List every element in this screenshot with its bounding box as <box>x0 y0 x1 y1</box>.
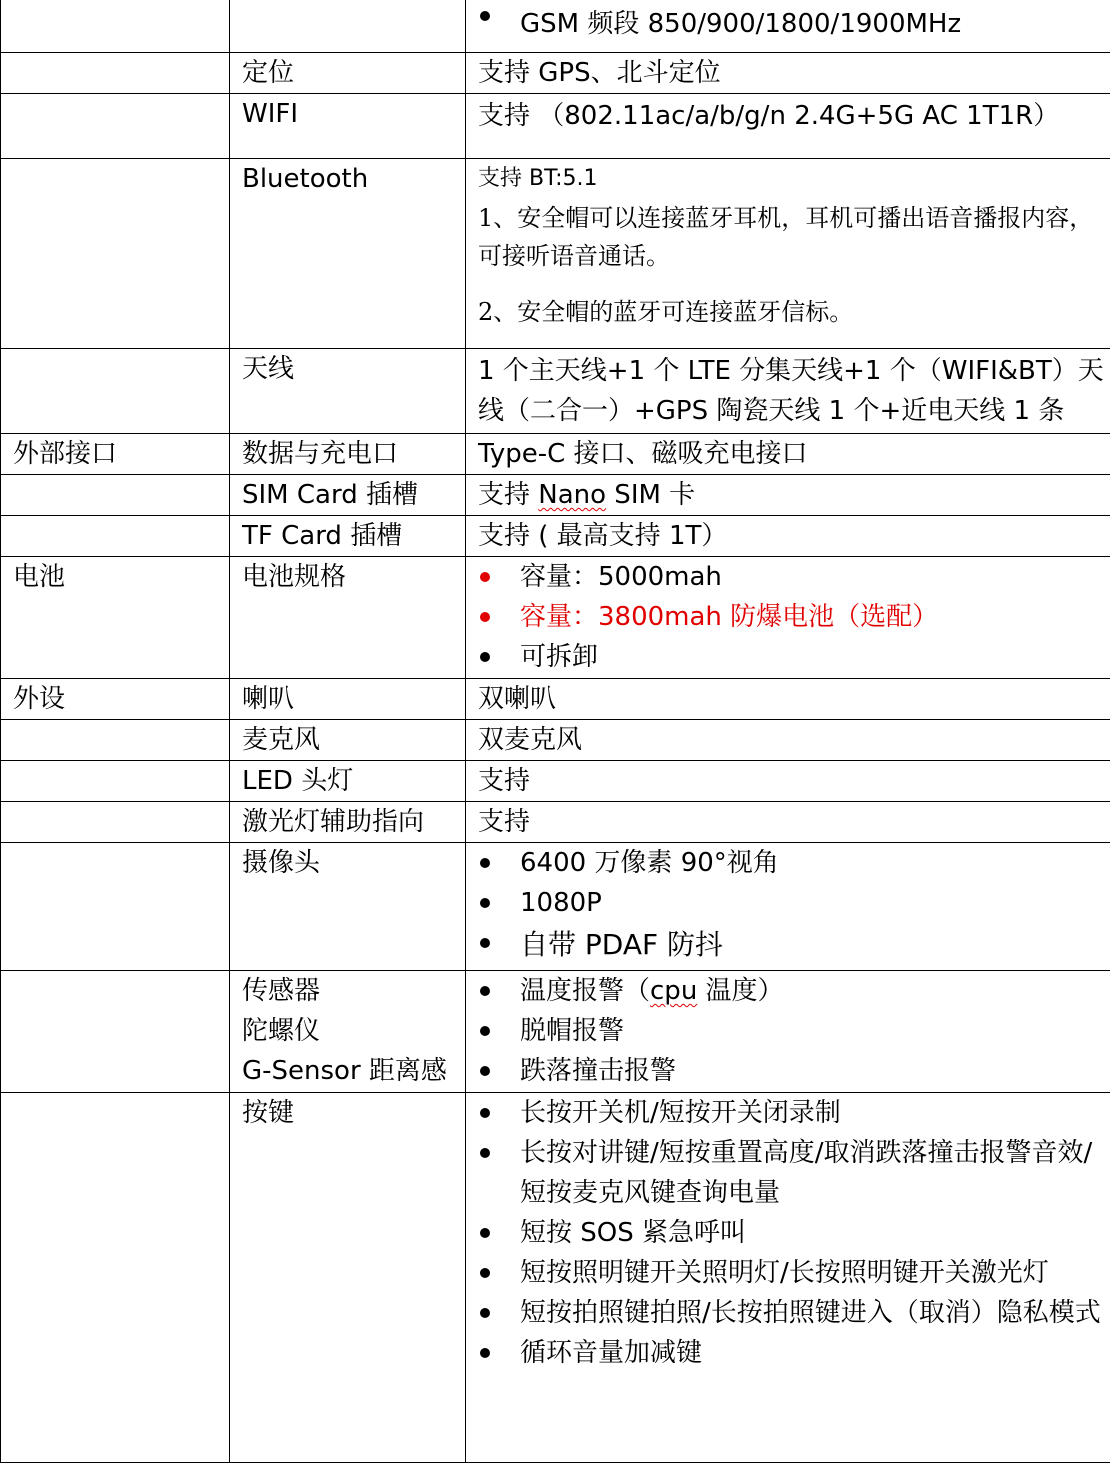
label-cell: 天线 <box>230 349 466 434</box>
label-cell: 按键 <box>230 1093 466 1463</box>
value-cell: 支持 <box>466 802 1110 843</box>
label-cell: WIFI <box>230 94 466 159</box>
value-cell <box>466 843 1110 971</box>
category-cell: 外部接口 <box>1 434 230 475</box>
category-cell <box>1 475 230 516</box>
list-item: 容量：3800mah 防爆电池（选配） <box>478 597 1110 637</box>
table-row <box>1 802 1110 843</box>
list-item: 长按对讲键/短按重置高度/取消跌落撞击报警音效/短按麦克风键查询电量 <box>478 1133 1110 1213</box>
label-cell <box>230 0 466 53</box>
list-item: GSM 频段 850/900/1800/1900MHz <box>478 0 1110 52</box>
bluetooth-note-1: 1、安全帽可以连接蓝牙耳机，耳机可播出语音播报内容，可接听语音通话。 <box>478 199 1110 275</box>
list-item: 容量：5000mah <box>478 557 1110 597</box>
category-cell: 外设 <box>1 679 230 720</box>
value-cell <box>466 971 1110 1093</box>
temp-alarm-suffix: 温度） <box>697 976 783 1006</box>
table-row <box>1 53 1110 94</box>
table-row <box>1 720 1110 761</box>
list-item: 脱帽报警 <box>478 1011 1110 1051</box>
label-cell: Bluetooth <box>230 159 466 349</box>
table-row <box>1 0 1110 53</box>
value-cell <box>466 1093 1110 1463</box>
table-row <box>1 971 1110 1093</box>
category-cell <box>1 53 230 94</box>
category-cell <box>1 159 230 349</box>
category-cell <box>1 971 230 1093</box>
sim-value-suffix: SIM 卡 <box>606 480 695 510</box>
label-cell: 摄像头 <box>230 843 466 971</box>
list-item: 短按照明键开关照明灯/长按照明键开关激光灯 <box>478 1253 1110 1293</box>
category-cell <box>1 720 230 761</box>
value-cell: 支持 <box>466 761 1110 802</box>
label-cell: 喇叭 <box>230 679 466 720</box>
table-row <box>1 475 1110 516</box>
list-item: 可拆卸 <box>478 637 1110 677</box>
table-row <box>1 557 1110 679</box>
table-row <box>1 434 1110 475</box>
temp-alarm-prefix: 温度报警（ <box>520 976 650 1006</box>
table-row <box>1 349 1110 434</box>
table-row <box>1 516 1110 557</box>
label-cell: LED 头灯 <box>230 761 466 802</box>
temp-alarm-cpu: cpu <box>650 976 697 1006</box>
category-cell <box>1 94 230 159</box>
label-cell: SIM Card 插槽 <box>230 475 466 516</box>
label-cell: 数据与充电口 <box>230 434 466 475</box>
list-item: 1080P <box>478 883 1110 923</box>
label-cell: 电池规格 <box>230 557 466 679</box>
list-item: 自带 PDAF 防抖 <box>478 923 1110 967</box>
category-cell <box>1 802 230 843</box>
bluetooth-version: 支持 BT:5.1 <box>478 159 1110 199</box>
table-row <box>1 159 1110 349</box>
category-cell <box>1 516 230 557</box>
g-sensor-label: G-Sensor 距离感 <box>242 1051 465 1091</box>
value-cell <box>466 557 1110 679</box>
label-cell: 定位 <box>230 53 466 94</box>
value-cell <box>466 0 1110 53</box>
list-item: 短按 SOS 紧急呼叫 <box>478 1213 1110 1253</box>
sim-value-nano: Nano <box>538 480 606 510</box>
gyroscope-label: 陀螺仪 <box>242 1011 465 1051</box>
table-row <box>1 761 1110 802</box>
value-cell: 双麦克风 <box>466 720 1110 761</box>
table-row <box>1 679 1110 720</box>
category-cell <box>1 0 230 53</box>
sim-value-prefix: 支持 <box>478 480 538 510</box>
list-item: 循环音量加减键 <box>478 1333 1110 1373</box>
list-item <box>478 971 1110 1011</box>
value-cell: 双喇叭 <box>466 679 1110 720</box>
value-cell <box>466 159 1110 349</box>
list-item: 短按拍照键拍照/长按拍照键进入（取消）隐私模式 <box>478 1293 1110 1333</box>
table-row <box>1 843 1110 971</box>
category-cell <box>1 349 230 434</box>
table-row <box>1 1093 1110 1463</box>
category-cell <box>1 1093 230 1463</box>
value-cell <box>466 475 1110 516</box>
label-cell <box>230 971 466 1093</box>
value-cell: 1 个主天线+1 个 LTE 分集天线+1 个（WIFI&BT）天线（二合一）+GPS 陶瓷天线 1 个+近电天线 1 条 <box>466 349 1110 434</box>
value-cell: Type-C 接口、磁吸充电接口 <box>466 434 1110 475</box>
value-cell: 支持 GPS、北斗定位 <box>466 53 1110 94</box>
label-cell: 激光灯辅助指向 <box>230 802 466 843</box>
category-cell <box>1 761 230 802</box>
list-item: 6400 万像素 90°视角 <box>478 843 1110 883</box>
value-cell: 支持 ( 最高支持 1T） <box>466 516 1110 557</box>
sensor-label: 传感器 <box>242 971 465 1011</box>
label-cell: TF Card 插槽 <box>230 516 466 557</box>
category-cell: 电池 <box>1 557 230 679</box>
list-item: 长按开关机/短按开关闭录制 <box>478 1093 1110 1133</box>
category-cell <box>1 843 230 971</box>
value-cell: 支持 （802.11ac/a/b/g/n 2.4G+5G AC 1T1R） <box>466 94 1110 159</box>
table-row <box>1 94 1110 159</box>
label-cell: 麦克风 <box>230 720 466 761</box>
list-item: 跌落撞击报警 <box>478 1051 1110 1091</box>
bluetooth-note-2: 2、安全帽的蓝牙可连接蓝牙信标。 <box>478 293 1110 331</box>
